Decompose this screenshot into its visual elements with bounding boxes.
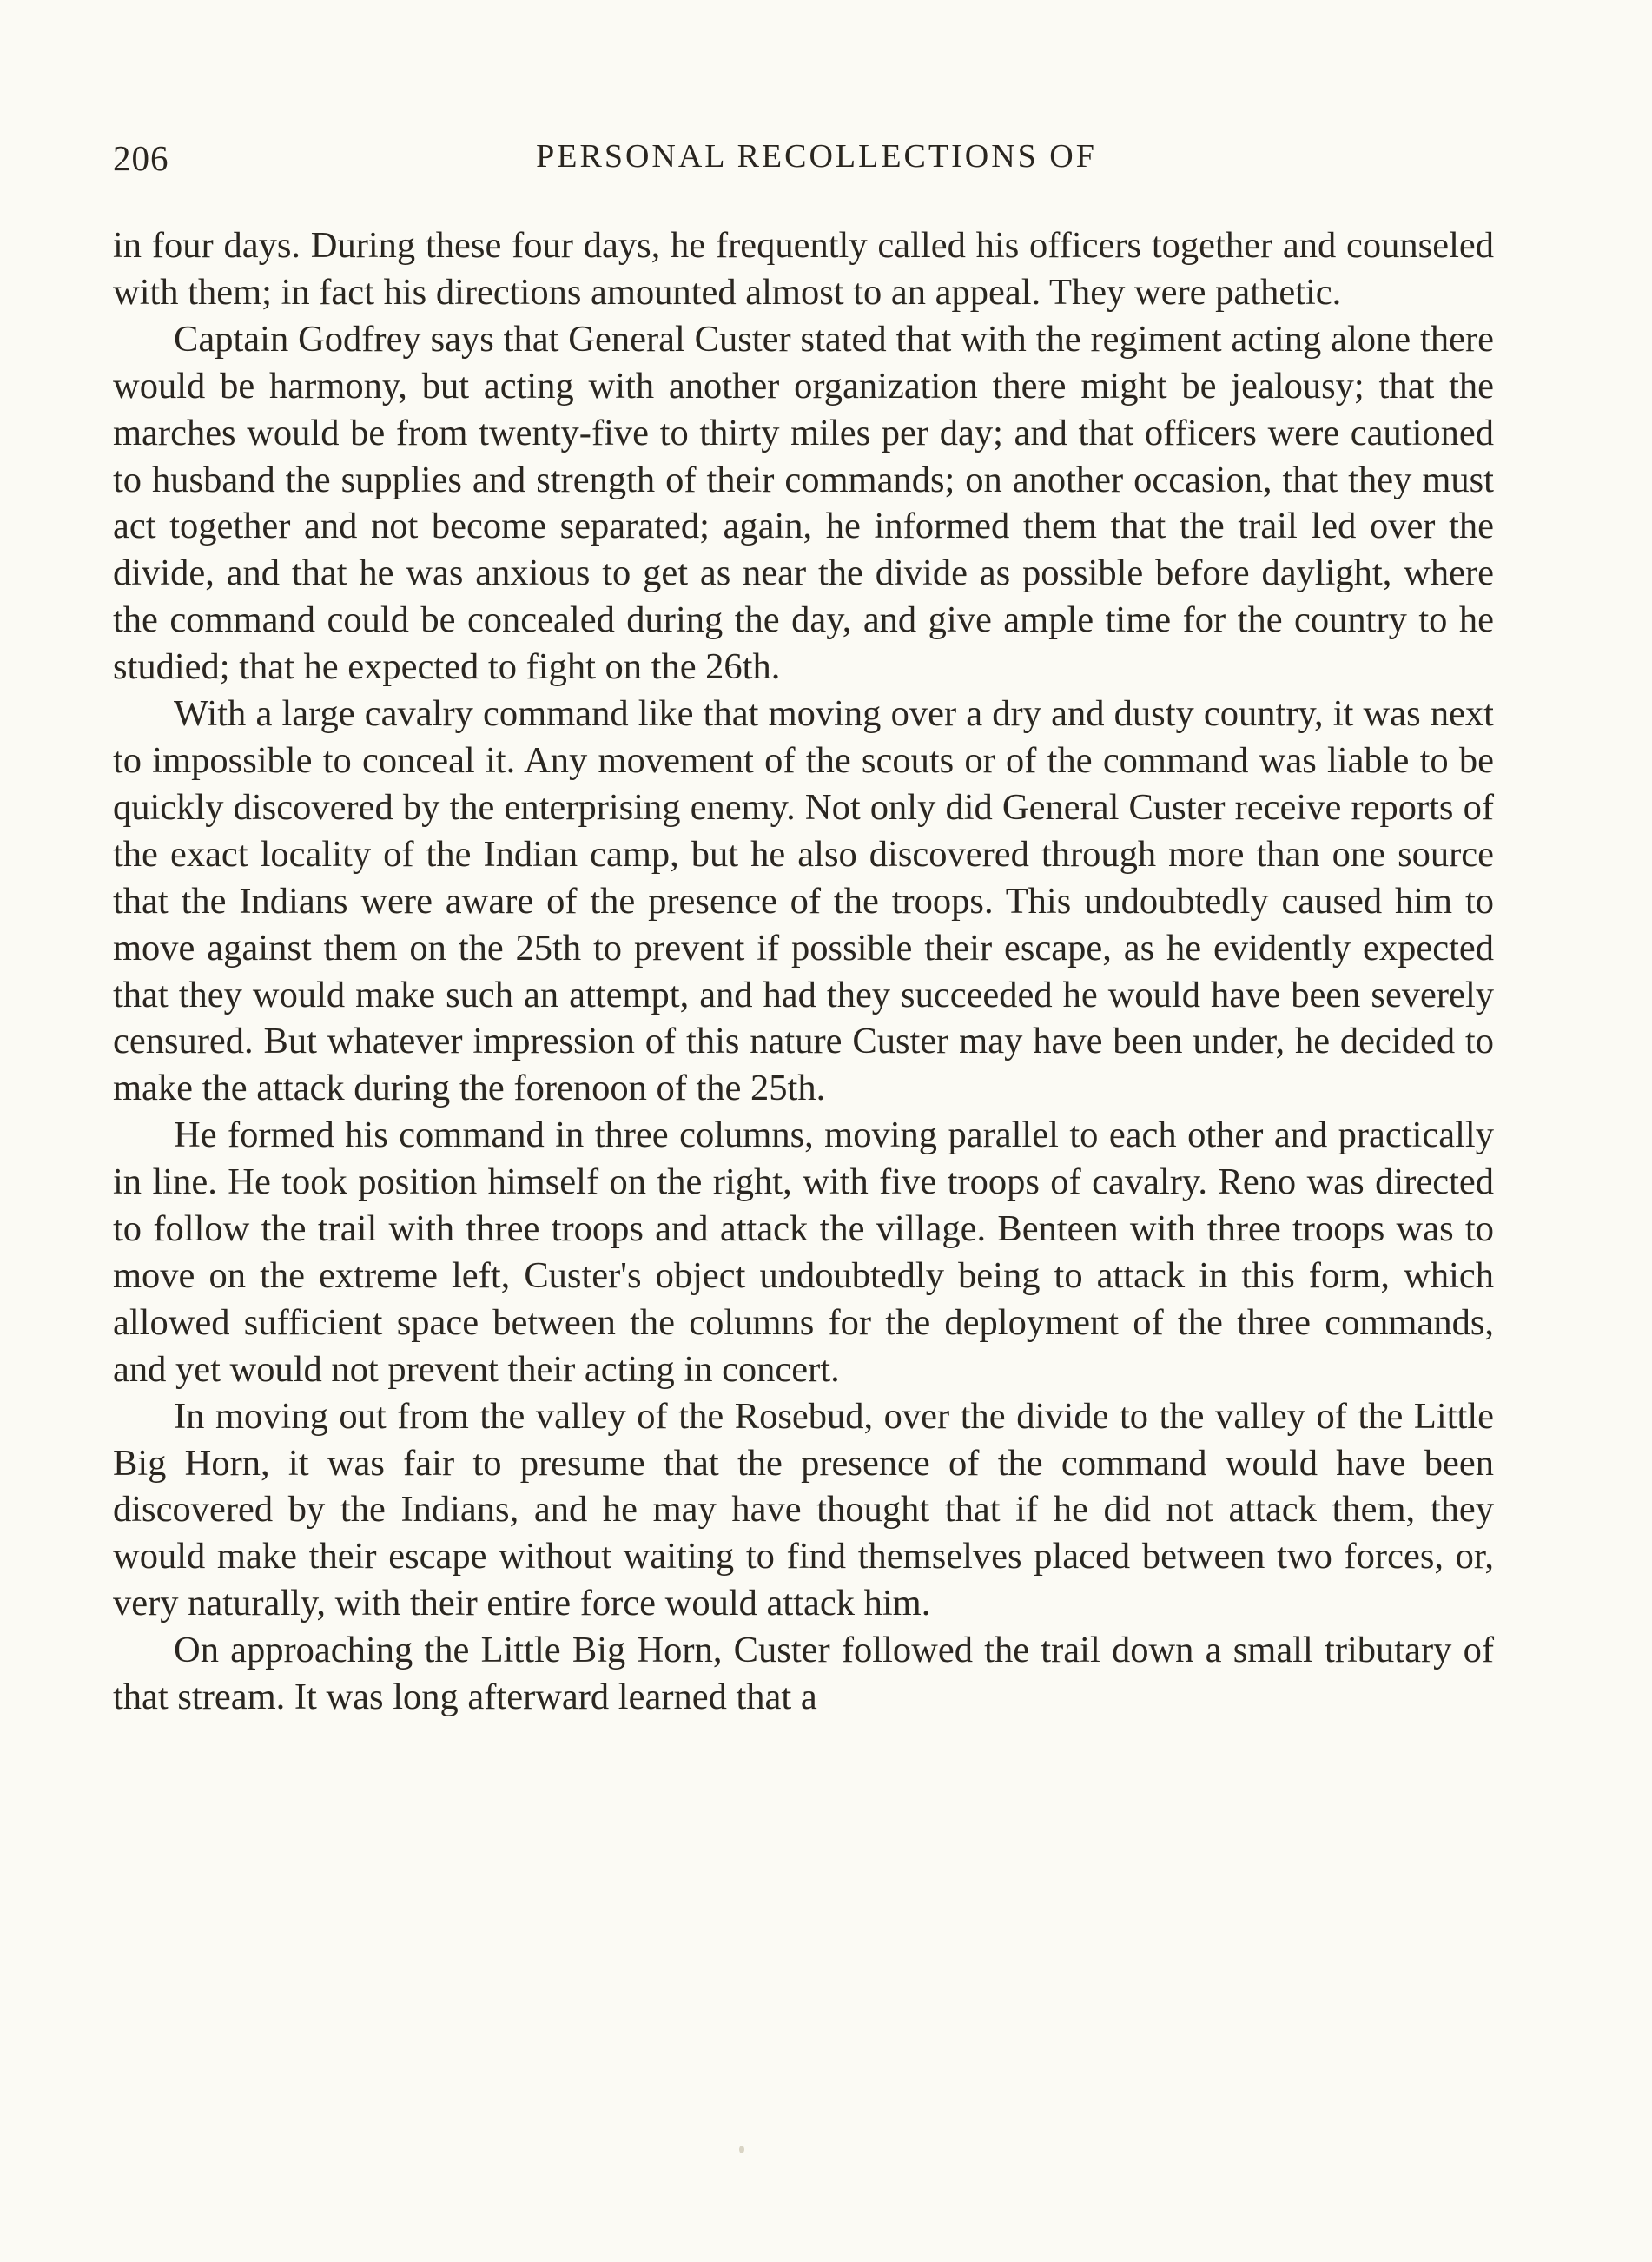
body-text <box>113 222 1494 1721</box>
paragraph: in four days. During these four days, he frequently called his officers together and counseled with them; in fact his directions amounted almost to an appeal. They were pathetic. <box>113 225 1494 313</box>
paragraph: With a large cavalry command like that moving over a dry and dusty country, it was next to impossible to conceal it. Any movement of the scouts or of the command was liable to be quickly discovered by the enterprising enemy. Not only did General Custer receive reports of the exact locality of the Indian camp, but he also discovered through more than one source that the Indians were aware of the presence of the troops. This undoubtedly caused him to move against them on the 25th to prevent if possible their escape, as he evidently expected that they would make such an attempt, and had they succeeded he would have been severely censured. But whatever impression of this nature Custer may have been under, he decided to make the attack during the forenoon of the 25th. <box>113 693 1494 1109</box>
running-title: PERSONAL RECOLLECTIONS OF <box>536 138 1097 175</box>
page-number: 206 <box>113 138 169 178</box>
paragraph: On approaching the Little Big Horn, Custer followed the trail down a small tributary of that stream. It was long afterward learned that a <box>113 1630 1494 1718</box>
running-head <box>113 137 1494 189</box>
paper-speck <box>739 2146 744 2153</box>
paragraph: He formed his command in three columns, moving parallel to each other and practically in line. He took position himself on the right, with five troops of cavalry. Reno was directed to follow the trail with three troops and attack the village. Benteen with three troops was to move on the extreme left, Custer's object undoubtedly being to attack in this form, which allowed sufficient space between the columns for the deployment of the three commands, and yet would not prevent their acting in concert. <box>113 1114 1494 1390</box>
paragraph: In moving out from the valley of the Rosebud, over the divide to the valley of the Little Big Horn, it was fair to presume that the presence of the command would have been discovered by the Indians, and he may have thought that if he did not attack them, they would make their escape without waiting to find themselves placed between two forces, or, very naturally, with their entire force would attack him. <box>113 1395 1494 1624</box>
paragraph: Captain Godfrey says that General Custer stated that with the regiment acting alone there would be harmony, but acting with another organization there might be jealousy; that the marches would be from twenty-five to thirty miles per day; and that officers were cautioned to husband the supplies and strength of their commands; on another occasion, that they must act together and not become separated; again, he informed them that the trail led over the divide, and that he was anxious to get as near the divide as possible before daylight, where the command could be concealed during the day, and give ample time for the country to he studied; that he expected to fight on the 26th. <box>113 318 1494 688</box>
